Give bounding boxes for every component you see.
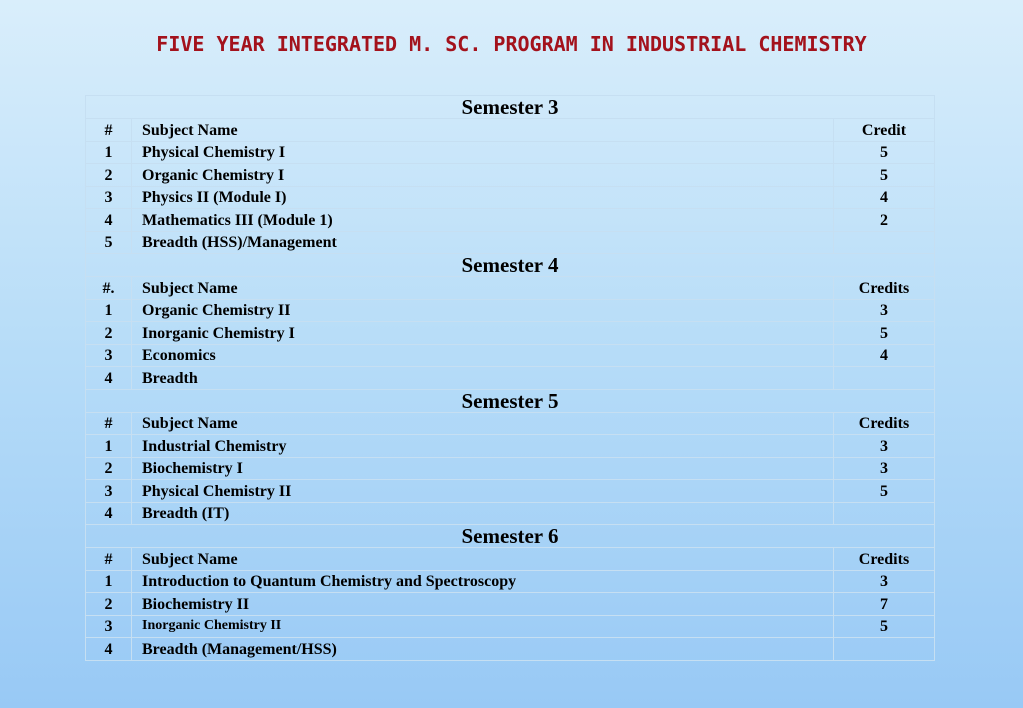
- credit-value: 3: [833, 299, 934, 322]
- subject-name: Introduction to Quantum Chemistry and Spectroscopy: [132, 570, 834, 593]
- subject-header: Subject Name: [132, 548, 834, 571]
- subject-header: Subject Name: [132, 412, 834, 435]
- credit-value: [833, 231, 934, 254]
- credit-value: 3: [833, 457, 934, 480]
- credit-value: 3: [833, 570, 934, 593]
- row-num: 1: [86, 141, 132, 164]
- credit-value: [833, 367, 934, 390]
- page-title: FIVE YEAR INTEGRATED M. SC. PROGRAM IN INDUSTRIAL CHEMISTRY: [156, 32, 867, 56]
- subject-name: Inorganic Chemistry II: [132, 615, 834, 638]
- num-header: #: [86, 412, 132, 435]
- subject-name: Physics II (Module I): [132, 186, 834, 209]
- subject-name: Industrial Chemistry: [132, 435, 834, 458]
- table-row: [86, 638, 935, 661]
- row-num: 4: [86, 638, 132, 661]
- curriculum-table: [85, 95, 935, 661]
- subject-name: Breadth (Management/HSS): [132, 638, 834, 661]
- row-num: 3: [86, 480, 132, 503]
- table-row: [86, 322, 935, 345]
- row-num: 3: [86, 344, 132, 367]
- table-row: [86, 186, 935, 209]
- table-row: [86, 593, 935, 616]
- credit-header: Credits: [833, 412, 934, 435]
- subject-name: Mathematics III (Module 1): [132, 209, 834, 232]
- table-row: [86, 457, 935, 480]
- semester-heading: Semester 5: [86, 389, 935, 412]
- subject-name: Inorganic Chemistry I: [132, 322, 834, 345]
- semester-heading-row: [86, 254, 935, 277]
- row-num: 2: [86, 593, 132, 616]
- row-num: 3: [86, 186, 132, 209]
- credit-header: Credits: [833, 548, 934, 571]
- subject-name: Physical Chemistry I: [132, 141, 834, 164]
- credit-value: 5: [833, 480, 934, 503]
- row-num: 2: [86, 322, 132, 345]
- subject-header: Subject Name: [132, 277, 834, 300]
- row-num: 4: [86, 502, 132, 525]
- table-header-row: [86, 548, 935, 571]
- subject-name: Biochemistry II: [132, 593, 834, 616]
- table-header-row: [86, 412, 935, 435]
- semester-heading-row: [86, 525, 935, 548]
- table-row: [86, 209, 935, 232]
- row-num: 2: [86, 457, 132, 480]
- credit-value: 4: [833, 186, 934, 209]
- table-row: [86, 480, 935, 503]
- row-num: 5: [86, 231, 132, 254]
- row-num: 3: [86, 615, 132, 638]
- credit-value: 3: [833, 435, 934, 458]
- table-row: [86, 367, 935, 390]
- row-num: 2: [86, 164, 132, 187]
- subject-name: Physical Chemistry II: [132, 480, 834, 503]
- credit-value: [833, 638, 934, 661]
- row-num: 1: [86, 435, 132, 458]
- semester-heading: Semester 3: [86, 96, 935, 119]
- credit-header: Credit: [833, 119, 934, 142]
- subject-name: Breadth: [132, 367, 834, 390]
- semester-heading: Semester 4: [86, 254, 935, 277]
- table-row: [86, 570, 935, 593]
- num-header: #: [86, 119, 132, 142]
- subject-name: Breadth (IT): [132, 502, 834, 525]
- row-num: 4: [86, 367, 132, 390]
- credit-value: 5: [833, 164, 934, 187]
- table-row: [86, 502, 935, 525]
- table-row: [86, 141, 935, 164]
- credit-value: [833, 502, 934, 525]
- table-header-row: [86, 119, 935, 142]
- subject-name: Biochemistry I: [132, 457, 834, 480]
- credit-value: 5: [833, 322, 934, 345]
- table-row: [86, 435, 935, 458]
- subject-name: Organic Chemistry II: [132, 299, 834, 322]
- subject-name: Breadth (HSS)/Management: [132, 231, 834, 254]
- row-num: 1: [86, 570, 132, 593]
- subject-header: Subject Name: [132, 119, 834, 142]
- credit-header: Credits: [833, 277, 934, 300]
- table-row: [86, 231, 935, 254]
- semester-heading: Semester 6: [86, 525, 935, 548]
- subject-name: Organic Chemistry I: [132, 164, 834, 187]
- credit-value: 4: [833, 344, 934, 367]
- table-row: [86, 615, 935, 638]
- row-num: 4: [86, 209, 132, 232]
- table-row: [86, 299, 935, 322]
- semester-heading-row: [86, 389, 935, 412]
- num-header: #.: [86, 277, 132, 300]
- credit-value: 5: [833, 141, 934, 164]
- table-header-row: [86, 277, 935, 300]
- credit-value: 7: [833, 593, 934, 616]
- subject-name: Economics: [132, 344, 834, 367]
- row-num: 1: [86, 299, 132, 322]
- num-header: #: [86, 548, 132, 571]
- credit-value: 5: [833, 615, 934, 638]
- semester-heading-row: [86, 96, 935, 119]
- table-row: [86, 164, 935, 187]
- credit-value: 2: [833, 209, 934, 232]
- table-row: [86, 344, 935, 367]
